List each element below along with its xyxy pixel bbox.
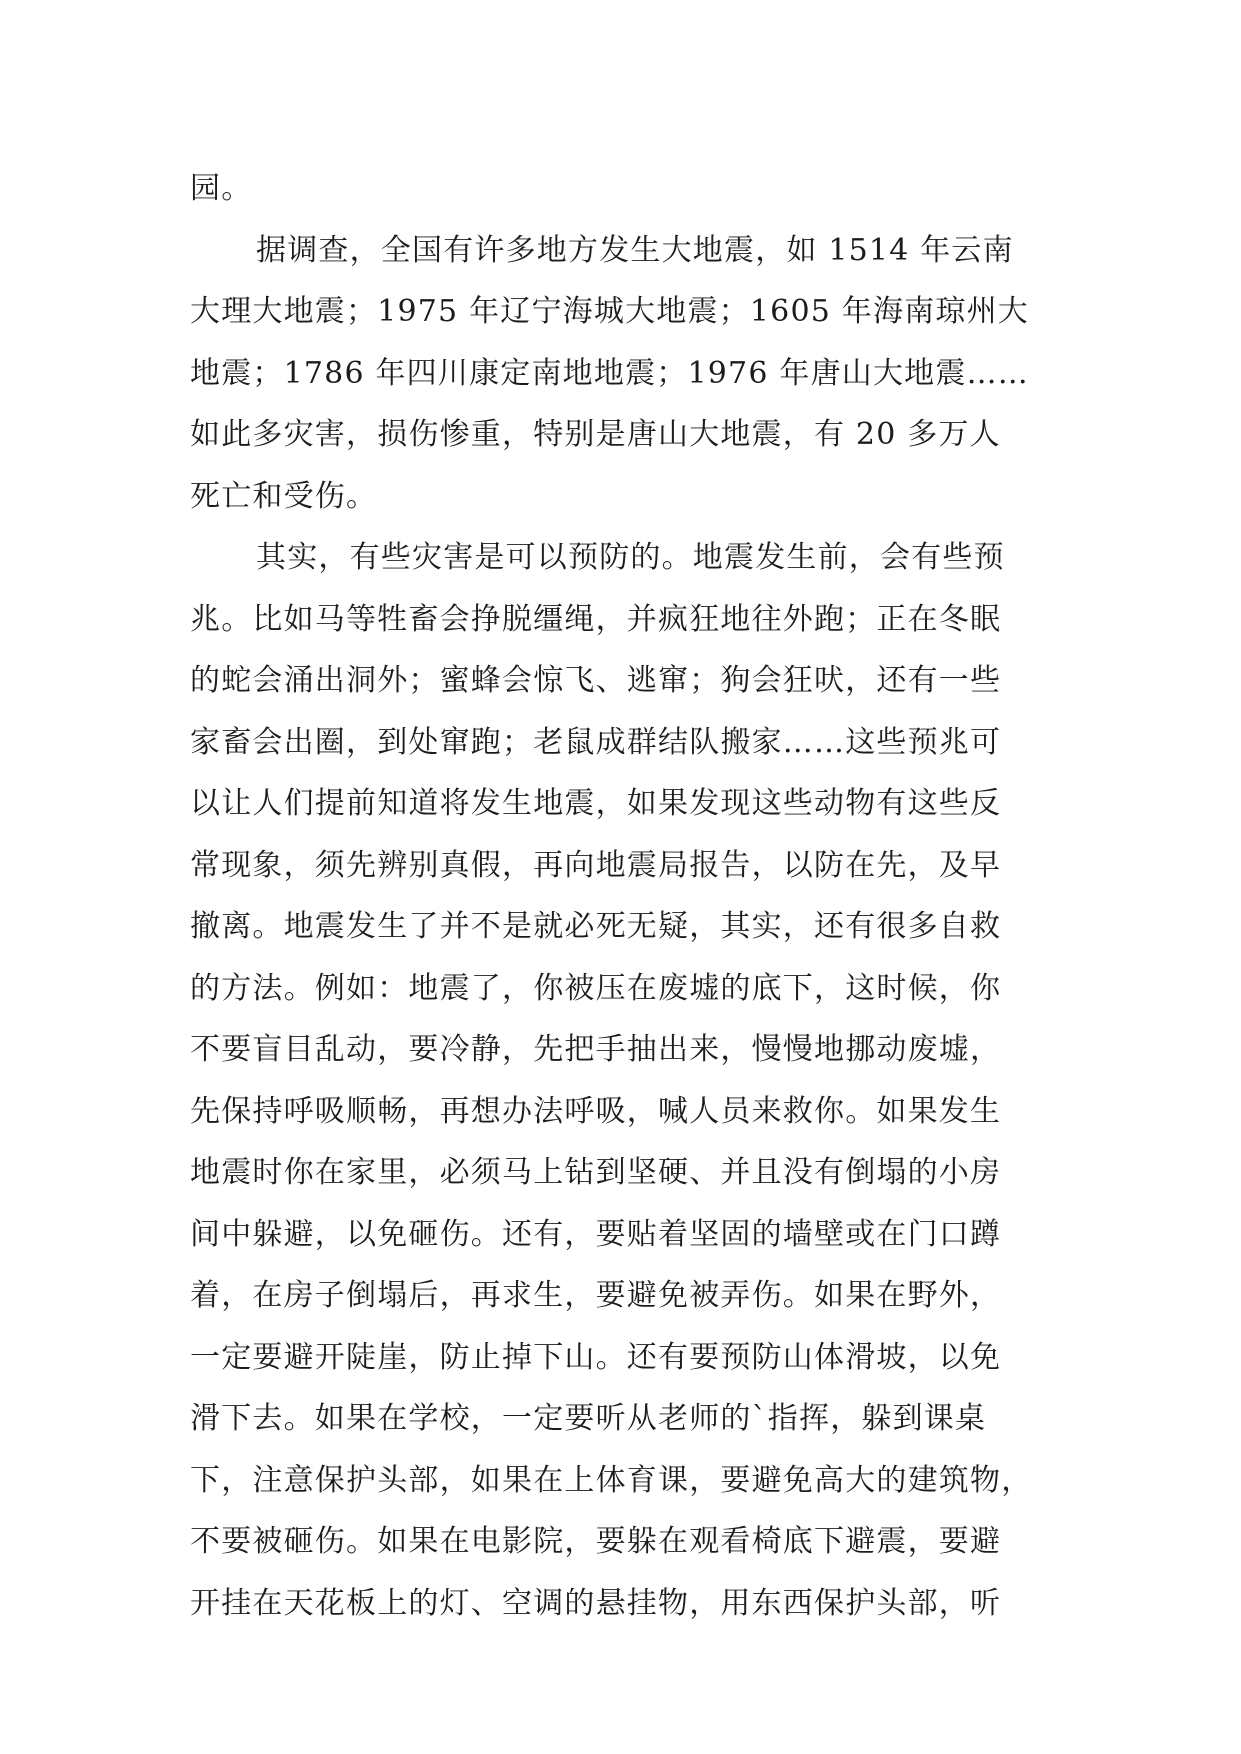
text-line: 的蛇会涌出洞外；蜜蜂会惊飞、逃窜；狗会狂吠，还有一些 [190,663,1002,698]
text-line: 大理大地震；1975 年辽宁海城大地震；1605 年海南琼州大 [190,294,1029,329]
body-text [190,158,1050,1634]
text-line: 死亡和受伤。 [190,478,378,514]
text-line: 的方法。例如：地震了，你被压在废墟的底下，这时候，你 [190,970,1002,1006]
text-line: 以让人们提前知道将发生地震，如果发现这些动物有这些反 [190,786,1002,821]
text-line: 开挂在天花板上的灯、空调的悬挂物，用东西保护头部，听 [190,1585,1002,1621]
text-line: 常现象，须先辨别真假，再向地震局报告，以防在先，及早 [190,847,1002,883]
text-line: 地震时你在家里，必须马上钻到坚硬、并且没有倒塌的小房 [190,1155,1002,1190]
text-line: 如此多灾害，损伤惨重，特别是唐山大地震，有 20 多万人 [190,417,1001,452]
text-line: 其实，有些灾害是可以预防的。地震发生前，会有些预 [256,540,1005,575]
text-line: 间中躲避，以免砸伤。还有，要贴着坚固的墙壁或在门口蹲 [190,1216,1002,1252]
text-line: 不要盲目乱动，要冷静，先把手抽出来，慢慢地挪动废墟， [190,1032,1002,1067]
text-line: 撤离。地震发生了并不是就必死无疑，其实，还有很多自救 [190,909,1002,944]
text-line: 滑下去。如果在学校，一定要听从老师的`指挥，躲到课桌 [190,1401,987,1436]
text-line: 园。 [190,171,253,206]
text-line: 地震；1786 年四川康定南地地震；1976 年唐山大地震…… [190,355,1029,391]
text-line: 据调查，全国有许多地方发生大地震，如 1514 年云南 [256,232,1014,268]
text-line: 先保持呼吸顺畅，再想办法呼吸，喊人员来救你。如果发生 [190,1093,1002,1129]
text-line: 兆。比如马等牲畜会挣脱缰绳，并疯狂地往外跑；正在冬眠 [190,601,1002,637]
text-line: 下，注意保护头部，如果在上体育课，要避免高大的建筑物， [190,1462,1033,1498]
text-line: 一定要避开陡崖，防止掉下山。还有要预防山体滑坡，以免 [190,1339,1002,1375]
text-line: 家畜会出圈，到处窜跑；老鼠成群结队搬家……这些预兆可 [190,724,1002,760]
text-line: 不要被砸伤。如果在电影院，要躲在观看椅底下避震，要避 [190,1524,1002,1559]
text-line: 着，在房子倒塌后，再求生，要避免被弄伤。如果在野外， [190,1278,1002,1313]
